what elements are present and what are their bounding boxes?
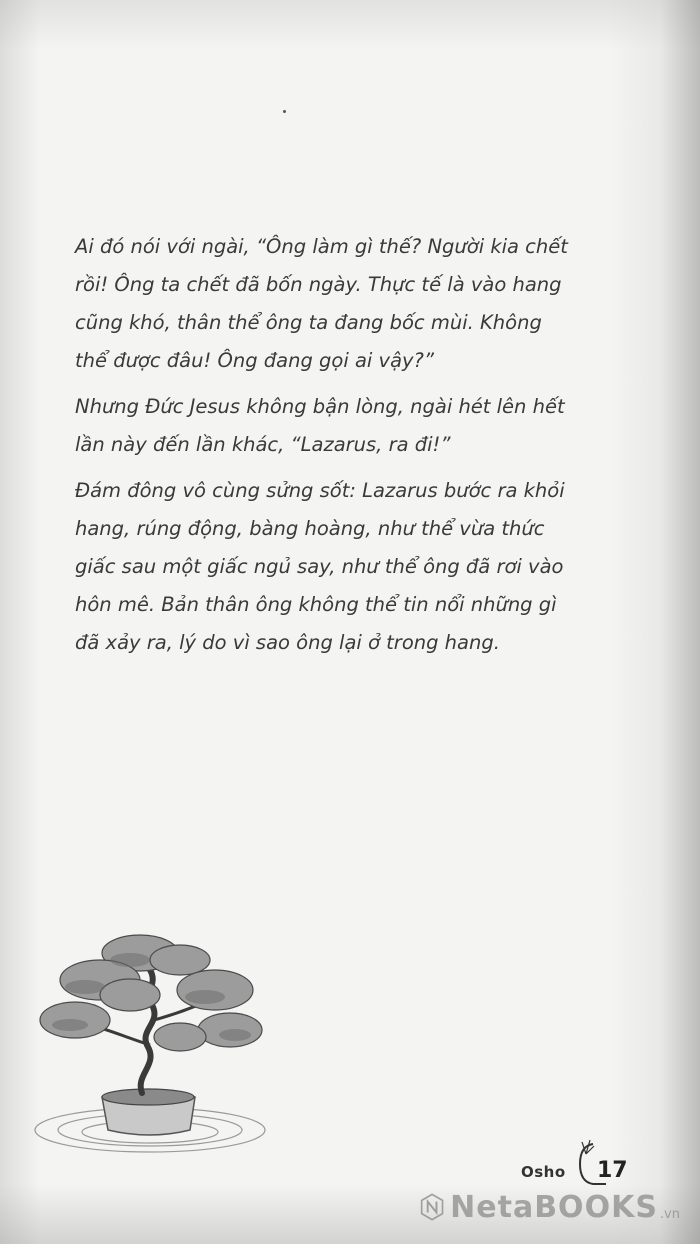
watermark-suffix: .vn bbox=[659, 1207, 680, 1222]
netabooks-logo-icon bbox=[420, 1182, 444, 1232]
page-number: 17 bbox=[597, 1158, 628, 1183]
paragraph-1: Ai đó nói với ngài, “Ông làm gì thế? Người kia chết rồi! Ông ta chết đã bốn ngày. Thực tế là vào hang cũng khó, thân thể ông ta đang bốc mùi. Không thể được đâu! Ông đang gọi ai vậy?” bbox=[75, 235, 568, 372]
paragraph-2: Nhưng Đức Jesus không bận lòng, ngài hét lên hết lần này đến lần khác, “Lazarus, ra đi!” bbox=[75, 395, 565, 456]
bonsai-tree-icon bbox=[30, 925, 290, 1175]
watermark bbox=[420, 1178, 680, 1236]
body-text bbox=[75, 228, 575, 670]
footer-author: Osho bbox=[521, 1163, 566, 1181]
paragraph-3: Đám đông vô cùng sửng sốt: Lazarus bước ra khỏi hang, rúng động, bàng hoàng, như thể vừa thức giấc sau một giấc ngủ say, như thể ông đã rơi vào hôn mê. Bản thân ông không thể tin nổi những gì đã xảy ra, lý do vì sao ông lại ở trong hang. bbox=[75, 479, 565, 654]
ink-speck bbox=[283, 110, 286, 113]
watermark-brand: NetaBOOKS bbox=[450, 1189, 658, 1225]
